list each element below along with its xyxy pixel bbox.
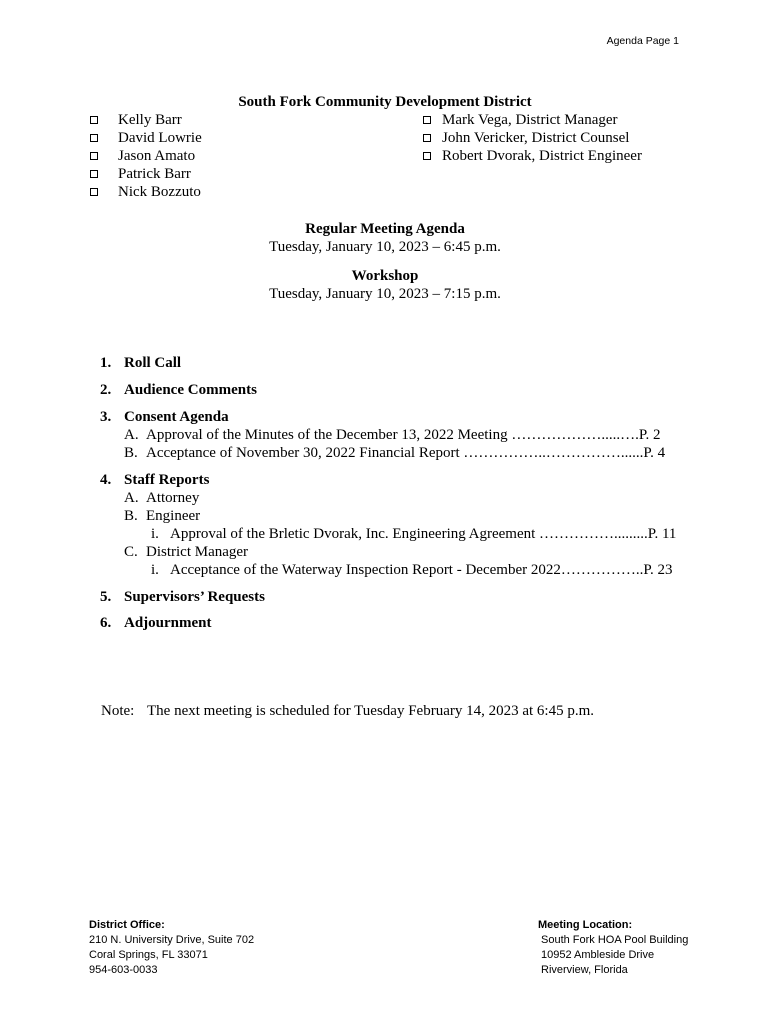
agenda-subitem: C. District Manager (124, 544, 249, 560)
district-office-heading: District Office: (89, 919, 165, 931)
list-item: Nick Bozzuto (90, 183, 202, 201)
agenda-item: 6. Adjournment (100, 615, 212, 631)
agenda-item: 3. Consent Agenda (100, 409, 229, 425)
list-item: John Vericker, District Counsel (423, 129, 642, 147)
meeting-location-heading: Meeting Location: (538, 919, 633, 931)
page-ref: P. 2 (638, 427, 661, 443)
agenda-subsubitem: i. Approval of the Brletic Dvorak, Inc. Engineering Agreement …………….........P. 11 (151, 526, 677, 542)
supervisor-list (90, 111, 202, 201)
location-line: 10952 Ambleside Drive (541, 949, 655, 961)
list-item: Patrick Barr (90, 165, 202, 183)
agenda-item: 2. Audience Comments (100, 382, 257, 398)
list-item: David Lowrie (90, 129, 202, 147)
agenda-item: 5. Supervisors’ Requests (100, 589, 265, 605)
page-label: Agenda Page 1 (606, 35, 679, 47)
workshop-datetime: Tuesday, January 10, 2023 – 7:15 p.m. (269, 286, 501, 302)
agenda-subitem: A. Attorney (124, 490, 200, 506)
checkbox-icon (423, 152, 431, 160)
agenda-subitem: B. Acceptance of November 30, 2022 Financial Report ……………..……………......P. 4 (124, 445, 666, 461)
checkbox-icon (90, 116, 98, 124)
district-office-block (89, 918, 254, 978)
agenda-list (100, 354, 690, 632)
agenda-subitem: B. Engineer (124, 508, 201, 524)
workshop-heading-block (0, 267, 770, 303)
meeting-location-block (538, 918, 688, 978)
meeting-datetime: Tuesday, January 10, 2023 – 6:45 p.m. (269, 239, 501, 255)
location-line: Riverview, Florida (541, 964, 628, 976)
list-item: Jason Amato (90, 147, 202, 165)
agenda-subsubitem: i. Acceptance of the Waterway Inspection Report - December 2022……………..P. 23 (151, 562, 673, 578)
page-ref: P. 4 (643, 445, 666, 461)
meeting-heading-block (0, 220, 770, 256)
agenda-item: 1. Roll Call (100, 355, 182, 371)
note-text: The next meeting is scheduled for Tuesday February 14, 2023 at 6:45 p.m. (147, 703, 595, 719)
staff-list (423, 111, 642, 165)
checkbox-icon (90, 188, 98, 196)
agenda-item: 4. Staff Reports (100, 472, 210, 488)
next-meeting-note (101, 703, 594, 720)
list-item: Mark Vega, District Manager (423, 111, 642, 129)
agenda-subitem: A. Approval of the Minutes of the December 13, 2022 Meeting ……………….....….P. 2 (124, 427, 661, 443)
location-line: South Fork HOA Pool Building (541, 934, 689, 946)
office-address-line: Coral Springs, FL 33071 (89, 949, 208, 961)
checkbox-icon (90, 170, 98, 178)
checkbox-icon (423, 134, 431, 142)
workshop-heading: Workshop (351, 268, 419, 284)
note-label: Note: (101, 703, 135, 719)
list-item: Robert Dvorak, District Engineer (423, 147, 642, 165)
page-ref: P. 11 (647, 526, 677, 542)
checkbox-icon (90, 134, 98, 142)
document-title: South Fork Community Development District (238, 94, 532, 110)
checkbox-icon (423, 116, 431, 124)
checkbox-icon (90, 152, 98, 160)
meeting-heading: Regular Meeting Agenda (305, 221, 465, 237)
office-phone: 954-603-0033 (89, 964, 158, 976)
office-address-line: 210 N. University Drive, Suite 702 (89, 934, 255, 946)
page-ref: P. 23 (643, 562, 673, 578)
list-item: Kelly Barr (90, 111, 202, 129)
